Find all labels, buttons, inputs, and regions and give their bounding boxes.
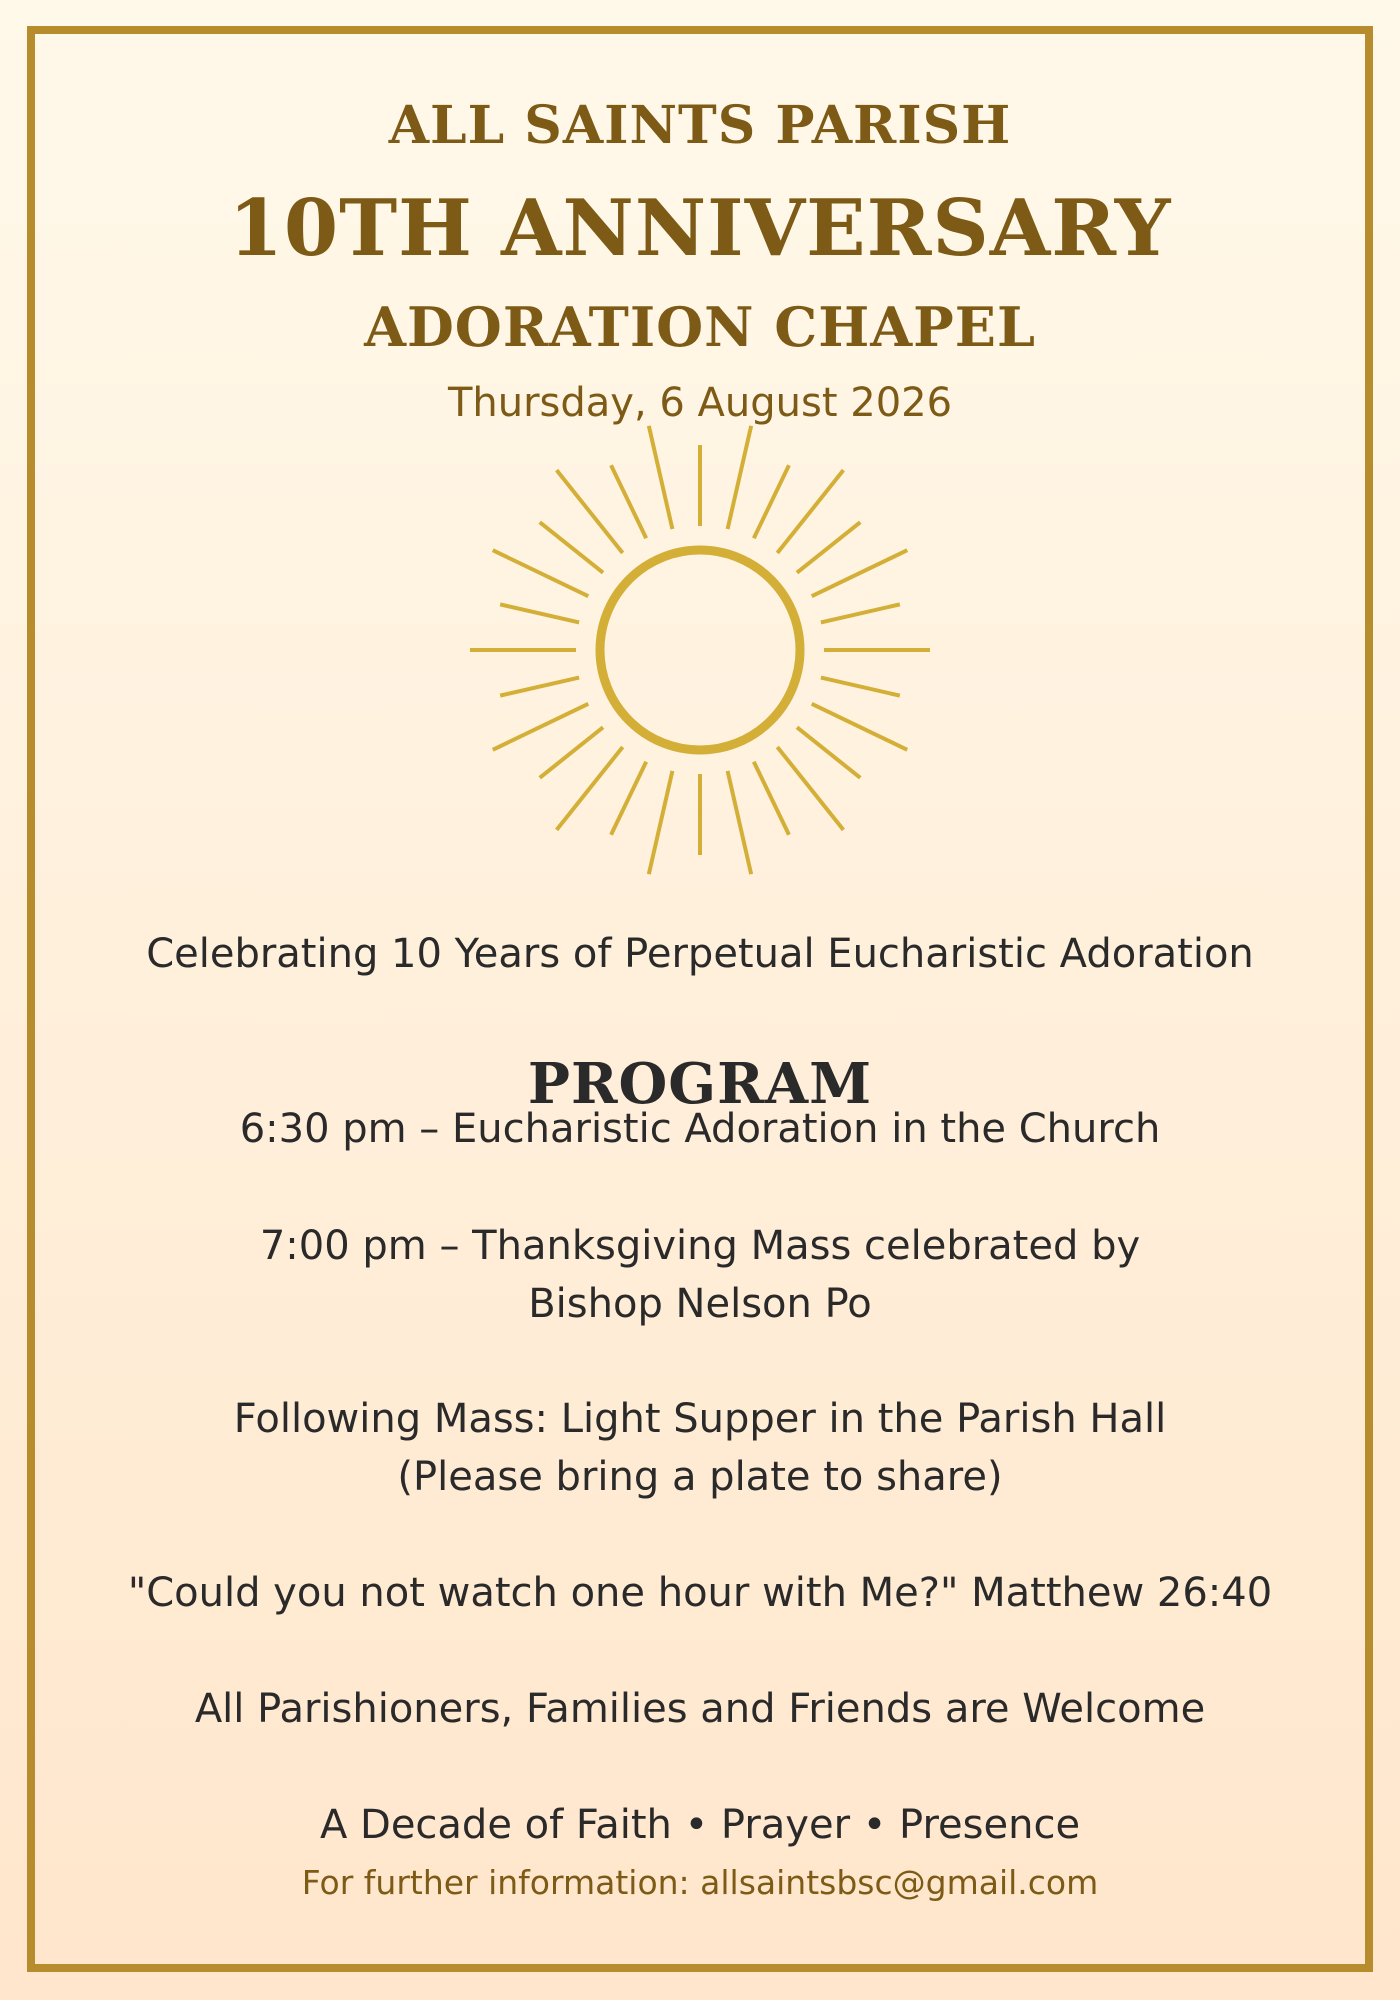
sun-ray <box>821 678 900 696</box>
anniversary-title: 10TH ANNIVERSARY <box>228 183 1172 274</box>
sun-ray <box>611 465 646 538</box>
sun-ray <box>812 550 908 596</box>
event-date: Thursday, 6 August 2026 <box>447 380 953 426</box>
sun-ray <box>557 747 623 830</box>
sun-ray <box>821 604 900 622</box>
scripture-quote: "Could you not watch one hour with Me?" Matthew 26:40 <box>127 1570 1273 1616</box>
host-circle <box>600 550 800 750</box>
celebration-tagline: Celebrating 10 Years of Perpetual Eucharistic Adoration <box>146 931 1254 977</box>
chapel-title: ADORATION CHAPEL <box>364 295 1036 359</box>
program-item-supper: Following Mass: Light Supper in the Parish Hall <box>233 1396 1167 1442</box>
anniversary-motto: A Decade of Faith • Prayer • Presence <box>319 1802 1081 1848</box>
sun-ray <box>797 522 860 573</box>
sun-ray <box>649 771 673 874</box>
sun-ray <box>611 762 646 835</box>
sun-ray <box>500 604 579 622</box>
contact-info: For further information: allsaintsbsc@gmail.com <box>301 1863 1099 1902</box>
sun-ray <box>493 704 589 750</box>
sun-ray <box>557 470 623 553</box>
sun-ray <box>797 727 860 778</box>
monstrance-sunburst-icon <box>450 400 950 900</box>
program-item-adoration: 6:30 pm – Eucharistic Adoration in the Church <box>239 1106 1161 1152</box>
sun-ray <box>777 470 843 553</box>
sun-ray <box>812 704 908 750</box>
program-item-mass: 7:00 pm – Thanksgiving Mass celebrated by <box>259 1223 1141 1269</box>
welcome-message: All Parishioners, Families and Friends are Welcome <box>194 1686 1206 1732</box>
sun-ray <box>754 465 789 538</box>
program-heading: PROGRAM <box>527 1051 873 1117</box>
sun-ray <box>540 727 603 778</box>
sun-ray <box>649 426 673 529</box>
sun-ray <box>728 426 752 529</box>
parish-name: ALL SAINTS PARISH <box>388 95 1012 156</box>
sun-ray <box>493 550 589 596</box>
sun-ray <box>500 678 579 696</box>
sun-ray <box>728 771 752 874</box>
sun-ray <box>540 522 603 573</box>
sun-ray <box>777 747 843 830</box>
sun-ray <box>754 762 789 835</box>
program-item-mass-celebrant: Bishop Nelson Po <box>528 1281 872 1327</box>
program-item-supper-note: (Please bring a plate to share) <box>397 1454 1003 1500</box>
